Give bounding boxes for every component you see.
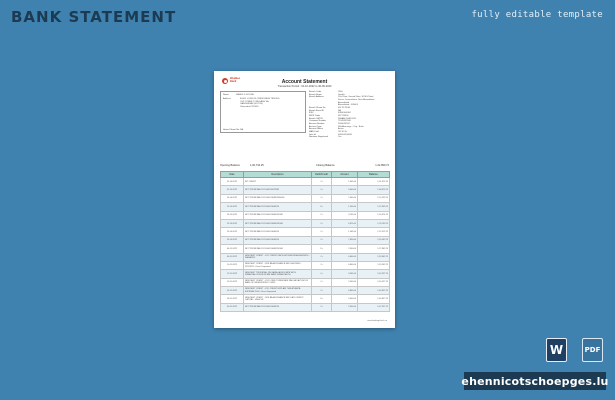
cell-amount: 1,645.00 <box>332 178 358 186</box>
account-info-value: 387178009 <box>338 114 349 117</box>
cell-desc: NFT TRF/RETAIL/ICIC/000193648520 <box>244 303 312 311</box>
cell-balance: 1,16,074.25 <box>358 211 390 219</box>
table-row <box>221 228 390 236</box>
table-row <box>221 178 390 186</box>
cell-desc: INT CREDIT <box>244 178 312 186</box>
customer-phone-label: Home Phone No <box>223 129 240 131</box>
account-info-value: 5006043204 <box>338 122 350 125</box>
table-row <box>221 211 390 219</box>
transactions-table <box>220 171 390 312</box>
cell-balance: 1,22,312.25 <box>358 228 390 236</box>
cell-date: 22-10-2022 <box>221 219 244 227</box>
cell-amount: 5,000.00 <box>332 295 358 303</box>
customer-details-box <box>220 91 306 133</box>
transactions-body <box>221 178 390 312</box>
address-line: OUT STREET CRUSADE SA <box>240 100 269 103</box>
cell-date: 28-11-2022 <box>221 295 244 303</box>
customer-name-label: Name <box>223 94 229 96</box>
cell-date: 01-10-2022 <box>221 186 244 194</box>
cell-desc: NFT TRF/RETAIL/ICIC/000193648520/SM <box>244 219 312 227</box>
cell-dc: Cr <box>312 236 332 244</box>
customer-address <box>240 98 280 109</box>
closing-balance: 1,22,899.74 <box>375 164 389 167</box>
account-info-label: Branch Address <box>309 96 324 99</box>
cell-amount: 2,500.00 <box>332 303 358 311</box>
account-info-value: Gandhi <box>338 93 345 96</box>
cell-desc: NEW NEFT CREDIT - ICIC CREDIT DAYS HM 2000DR/SAJ4003DN16 - SAGARSIC <box>244 253 312 261</box>
cell-dc: Cr <box>312 211 332 219</box>
account-info-value: 11th Floor, Ground Floor, 36 MG Road <box>338 96 374 99</box>
cell-balance: 1,14,139.25 <box>358 194 390 202</box>
table-row <box>221 194 390 202</box>
cell-desc: NFT TRF/RETAIL/ICIC/000193648520 <box>244 203 312 211</box>
cell-amount: 2,300.00 <box>332 245 358 253</box>
cell-balance: 1,47,327.25 <box>358 303 390 311</box>
account-info-value: Yes <box>338 136 342 139</box>
address-line: Ghaziabad 370005 <box>240 106 259 109</box>
cell-amount: 4,675.00 <box>332 219 358 227</box>
account-info-label: Branch GSTIN <box>309 117 323 120</box>
account-info-label: MICR Code <box>309 114 320 117</box>
account-info-label: IFSC <box>309 112 314 115</box>
cell-amount: 4,800.00 <box>332 287 358 295</box>
address-line: GANDHIDAM (KUTCH) <box>240 103 263 106</box>
account-info-value: NA <box>338 109 341 112</box>
cell-date: 25-10-2022 <box>221 228 244 236</box>
cell-balance: 1,06,679.25 <box>358 186 390 194</box>
cell-desc: NFT TRF/RETAIL/ICIC/000193648520 <box>244 236 312 244</box>
cell-desc: NEW NEFT CREDIT - ICICI CREDIT WEBCARE PALLVA DAYS BOOK BANK OF INDIA SURVEY/ CHRG <box>244 278 312 286</box>
cell-balance: 1,32,462.25 <box>358 253 390 261</box>
cell-amount: 4,600.00 <box>332 253 358 261</box>
closing-balance-label: Closing Balance <box>316 164 335 167</box>
cell-balance: 1,12,939.25 <box>358 203 390 211</box>
cell-date: 15-11-2022 <box>221 270 244 278</box>
account-info-label: Account Status <box>309 128 323 131</box>
table-row <box>221 245 390 253</box>
cell-date: 15-10-2022 <box>221 203 244 211</box>
account-info-value: Sector, Janmashtam, Near Ahmedabad <box>338 98 375 101</box>
account-info-value: Ahmedabad <box>338 101 350 104</box>
cell-date: 19-11-2022 <box>221 278 244 286</box>
cell-dc: Dr <box>312 295 332 303</box>
cell-date: 29-10-2022 <box>221 236 244 244</box>
table-row <box>221 303 390 311</box>
account-info-value: IDIB000G084 <box>338 112 351 115</box>
account-info-label: Account Number <box>309 122 325 125</box>
account-info-value: 45178 78564 <box>338 106 351 109</box>
account-info-label: Branch Phone No <box>309 106 326 109</box>
column-header-balance: Balance <box>358 172 390 178</box>
cell-amount: 3,135.00 <box>332 211 358 219</box>
cell-dc: Cr <box>312 303 332 311</box>
cell-desc: NEW NEFT TRF/RETAIL FIN SAIRAJ ASSOCIATE WITH FINANCIAL/OVDUE RETAIL BANK FINANC/AUTH <box>244 270 312 278</box>
cell-dc: Cr <box>312 219 332 227</box>
account-info-value: SB-Advantage - Chq - Book <box>338 125 364 128</box>
cell-date: 04-11-2022 <box>221 245 244 253</box>
cell-date: 10-11-2022 <box>221 261 244 269</box>
address-line: B-603, LIONS FLOWER PALM TENCED <box>240 98 280 100</box>
cell-balance: 1,44,827.25 <box>358 295 390 303</box>
cell-date: 20-10-2022 <box>221 211 244 219</box>
cell-dc: Cr <box>312 178 332 186</box>
opening-balance-label: Opening Balance <box>220 164 240 167</box>
cell-amount: 7,850.00 <box>332 236 358 244</box>
account-info <box>309 91 391 139</box>
cell-balance: 1,39,262.25 <box>358 261 390 269</box>
cell-desc: NEW NEFT CREDIT - ICIC CREDIT EXPLAIN THIS ATLANTA EXPENSE 2000 - Direct Deposited <box>244 287 312 295</box>
account-info-label: Joint Id <box>309 133 316 136</box>
table-row <box>221 261 390 269</box>
cell-desc: NEW NEFT CREDIT - PER BAJAJ FINANCE REF 000024300 - 25/5/2022 - Direct Deposited <box>244 261 312 269</box>
cell-balance: 1,01,679.25 <box>358 178 390 186</box>
table-row <box>221 236 390 244</box>
table-row <box>221 270 390 278</box>
table-row <box>221 203 390 211</box>
cell-amount: 3,265.00 <box>332 270 358 278</box>
cell-desc: NFT TRF/RETAIL/ICIC/000193648520 <box>244 228 312 236</box>
account-info-label: Account Type <box>309 125 322 128</box>
table-row <box>221 219 390 227</box>
cell-dc: Dr <box>312 203 332 211</box>
account-info-label: MAB Yield <box>309 130 319 133</box>
account-info-value: Ahmedabad - 380009 <box>338 104 358 107</box>
column-header-amount: Amount <box>332 172 358 178</box>
customer-name: JAMES D SOUZA <box>236 94 254 96</box>
cell-dc: Cr <box>312 278 332 286</box>
cell-dc: Cr <box>312 228 332 236</box>
cell-balance: 1,20,749.25 <box>358 219 390 227</box>
cell-dc: Cr <box>312 253 332 261</box>
column-header-debit-credit: Debit/Credit <box>312 172 332 178</box>
cell-amount: 5,000.00 <box>332 186 358 194</box>
account-info-value: 71045632908 <box>338 120 351 123</box>
account-info-label: Branch Code <box>309 91 322 93</box>
cell-amount: 1,200.00 <box>332 203 358 211</box>
cell-desc: NFT TRF/RETAIL/ICIC/000193648520/SM <box>244 211 312 219</box>
account-info-label: Branch Name <box>309 93 322 96</box>
account-info-label: Customer Number <box>309 120 326 123</box>
account-info-value: 1860 <box>338 91 343 93</box>
column-header-date: Date <box>221 172 244 178</box>
balance-summary <box>220 164 389 168</box>
table-row <box>221 186 390 194</box>
cell-balance: 1,49,827.25 <box>358 287 390 295</box>
cell-amount: 2,500.00 <box>332 278 358 286</box>
account-info-value: 006054204030 <box>338 133 352 136</box>
cell-date: 10-10-2022 <box>221 194 244 202</box>
page-heading: BANK STATEMENT <box>11 8 177 26</box>
opening-balance: 1,00,734.25 <box>250 164 264 167</box>
cell-amount: 7,460.00 <box>332 194 358 202</box>
cell-date: 06-11-2022 <box>221 253 244 261</box>
table-row <box>221 295 390 303</box>
account-info-value: 787.80 Dr <box>338 130 348 133</box>
cell-balance: 1,30,162.25 <box>358 236 390 244</box>
table-row <box>221 253 390 261</box>
cell-dc: Cr <box>312 186 332 194</box>
bank-logo-text: WeeBee Bank <box>230 77 241 83</box>
account-info-label: Nominee Registered <box>309 136 328 139</box>
cell-dc: Dr <box>312 245 332 253</box>
statement-document <box>214 71 395 328</box>
customer-phone: NA <box>240 129 244 131</box>
cell-balance: 1,27,862.25 <box>358 245 390 253</box>
page-tagline: fully editable template <box>471 10 603 20</box>
cell-amount: 1,563.00 <box>332 228 358 236</box>
statement-title: Account Statement <box>281 79 328 85</box>
column-header-description: Description <box>244 172 312 178</box>
cell-dc: Cr <box>312 287 332 295</box>
table-row <box>221 278 390 286</box>
cell-desc: NFT TRF/RETAIL/ICIC/000156874982 <box>244 186 312 194</box>
site-banner: ehennicotschoepges.lu <box>464 372 606 390</box>
customer-name-row <box>223 94 254 97</box>
cell-balance: 1,42,527.25 <box>358 270 390 278</box>
account-info-value: 24AAACI1681G1ZL <box>338 117 357 120</box>
cell-desc: NFT TRF/RETAIL/ICIC/000193648520/SM <box>244 245 312 253</box>
customer-phone-row <box>223 129 243 132</box>
table-row <box>221 287 390 295</box>
cell-date: 30-11-2022 <box>221 303 244 311</box>
pdf-file-icon[interactable]: PDF <box>582 338 603 362</box>
cell-dc: Cr <box>312 270 332 278</box>
cell-desc: NFT TRF/RETAIL/ICIC/000193648520/HDM <box>244 194 312 202</box>
word-file-icon[interactable]: W <box>546 338 567 362</box>
cell-dc: Cr <box>312 194 332 202</box>
cell-date: 01-10-2022 <box>221 178 244 186</box>
cell-desc: NEW NEFT CREDIT - PER BAJAJ FINANCE REF DAYS CREDIT CAPITAL - VEHICLE <box>244 295 312 303</box>
cell-dc: Cr <box>312 261 332 269</box>
document-footer: www.bankingcheck.co <box>367 320 387 322</box>
customer-address-label: Address <box>223 98 232 100</box>
cell-date: 24-11-2022 <box>221 287 244 295</box>
transaction-period: Transaction Period : 01-10-2022 to 30-09-2023 <box>277 85 332 88</box>
cell-amount: 6,800.00 <box>332 261 358 269</box>
account-info-value: Active <box>338 128 344 131</box>
cell-balance: 1,45,027.25 <box>358 278 390 286</box>
account-info-label: Branch Email ID <box>309 109 325 112</box>
